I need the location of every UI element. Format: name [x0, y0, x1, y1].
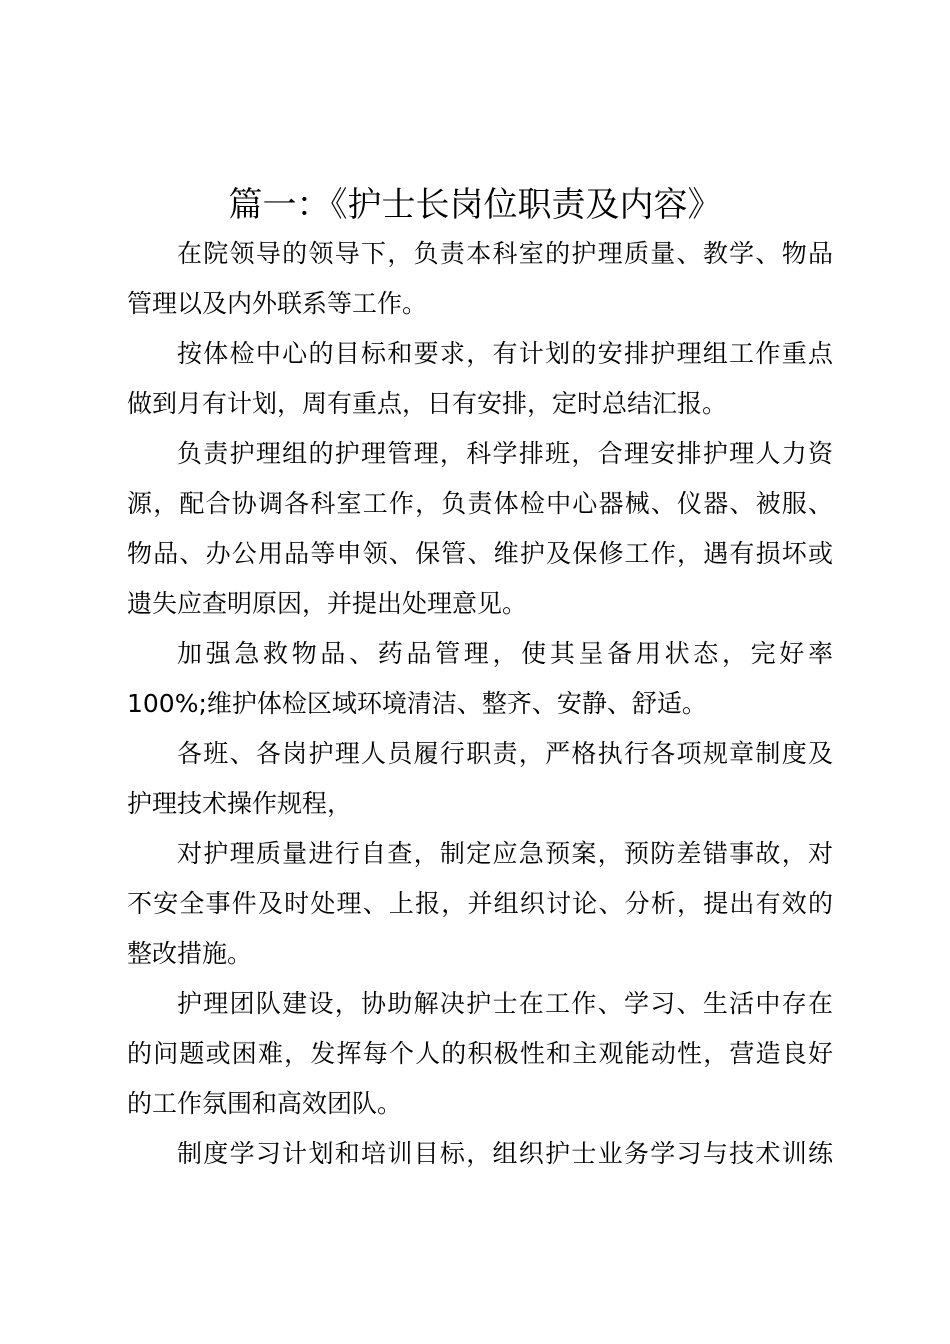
paragraph-7-line-2: 的问题或困难，发挥每个人的积极性和主观能动性，营造良好: [127, 1039, 833, 1068]
paragraph-8-line-1: 制度学习计划和培训目标，组织护士业务学习与技术训练: [177, 1139, 833, 1168]
paragraph-3-line-1: 负责护理组的护理管理，科学排班，合理安排护理人力资: [177, 439, 833, 468]
paragraph-6-line-2: 不安全事件及时处理、上报，并组织讨论、分析，提出有效的: [127, 889, 833, 918]
paragraph-1-line-1: 在院领导的领导下，负责本科室的护理质量、教学、物品: [177, 239, 833, 268]
paragraph-2-line-1: 按体检中心的目标和要求，有计划的安排护理组工作重点: [177, 339, 833, 368]
document-title: 篇一：《护士长岗位职责及内容》: [228, 185, 722, 225]
paragraph-6-line-1: 对护理质量进行自查，制定应急预案，预防差错事故，对: [177, 839, 833, 868]
paragraph-1-line-2: 管理以及内外联系等工作。: [127, 289, 428, 318]
paragraph-5-line-1: 各班、各岗护理人员履行职责，严格执行各项规章制度及: [177, 739, 833, 768]
paragraph-3-line-3: 物品、办公用品等申领、保管、维护及保修工作，遇有损坏或: [127, 539, 833, 568]
paragraph-4-line-1: 加强急救物品、药品管理，使其呈备用状态，完好率: [177, 639, 833, 668]
paragraph-6-line-3: 整改措施。: [127, 939, 253, 968]
paragraph-2-line-2: 做到月有计划，周有重点，日有安排，定时总结汇报。: [127, 389, 728, 418]
paragraph-7-line-1: 护理团队建设，协助解决护士在工作、学习、生活中存在: [177, 989, 833, 1018]
paragraph-3-line-2: 源，配合协调各科室工作，负责体检中心器械、仪器、被服、: [127, 489, 833, 518]
paragraph-7-line-3: 的工作氛围和高效团队。: [127, 1089, 403, 1118]
paragraph-5-line-2: 护理技术操作规程，: [127, 789, 353, 818]
paragraph-3-line-4: 遗失应查明原因，并提出处理意见。: [127, 589, 528, 618]
paragraph-4-line-2: 100%;维护体检区域环境清洁、整齐、安静、舒适。: [127, 689, 707, 718]
